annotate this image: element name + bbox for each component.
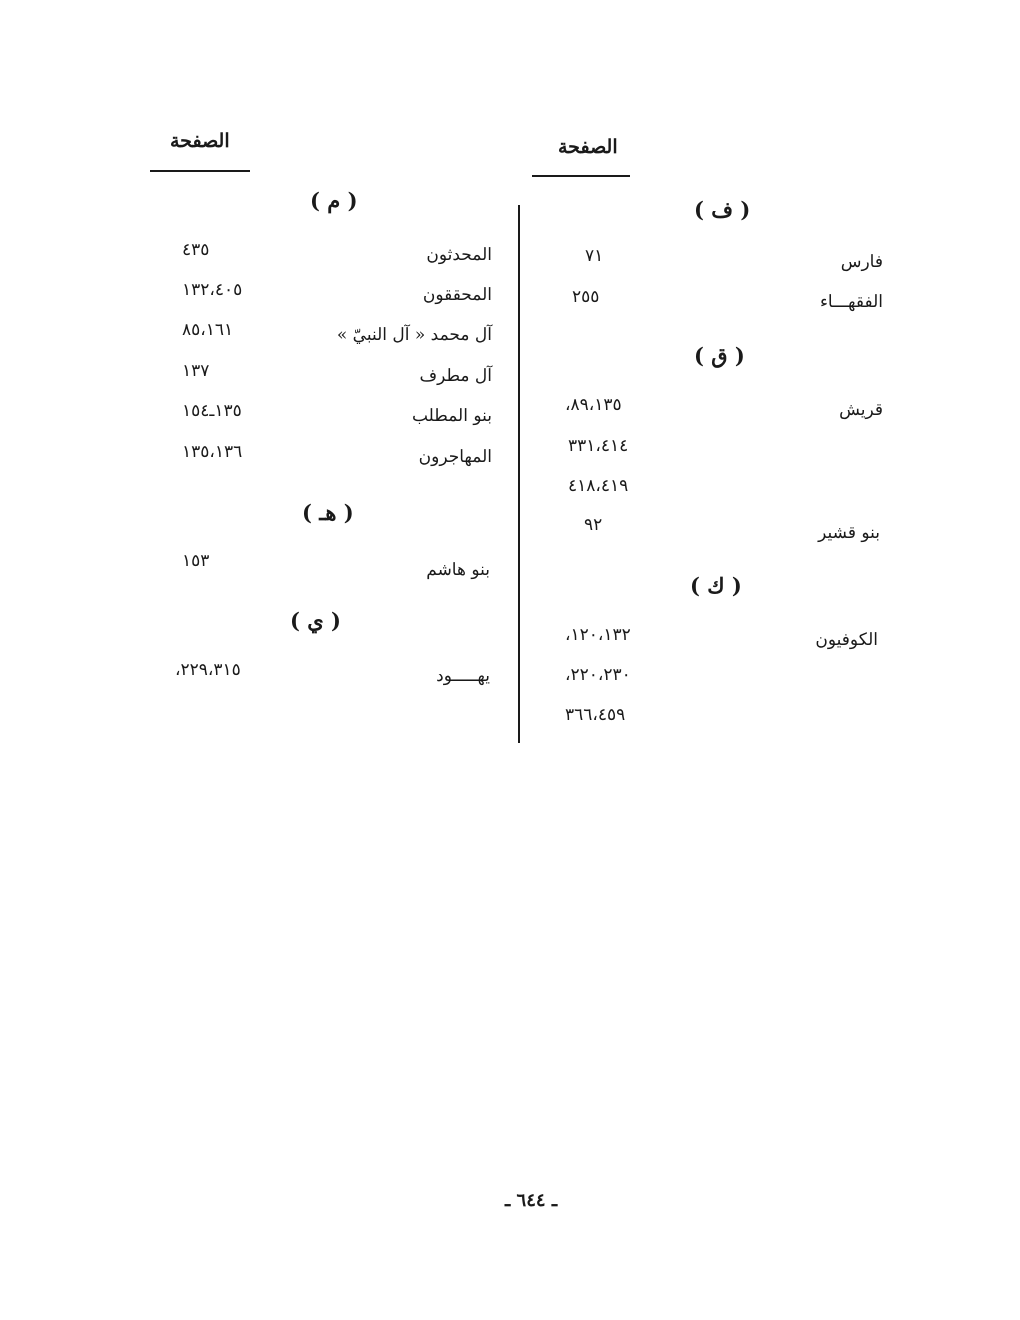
index-entry-name: المحققون [422, 285, 492, 305]
section-letter-fa: ( ف ) [694, 197, 751, 222]
index-entry-name: بنو قشير [818, 523, 880, 543]
section-letter-qaf: ( ق ) [694, 343, 745, 368]
page-number: ـ ٦٤٤ ـ [505, 1190, 558, 1211]
index-entry-pages: ٧١ [585, 246, 604, 266]
index-entry-pages: ٨٩،١٣٥، [565, 395, 622, 415]
index-entry-name: المحدثون [426, 245, 492, 265]
right-column-header: الصفحة [558, 136, 618, 158]
left-column-header: الصفحة [170, 130, 230, 152]
index-entry-pages-cont: ٣٦٦،٤٥٩ [565, 705, 626, 725]
index-entry-pages: ١٥٣ [182, 551, 210, 571]
index-entry-name: الكوفيون [815, 630, 878, 650]
column-divider [518, 205, 520, 743]
index-entry-name: المهاجرون [418, 447, 492, 467]
index-entry-pages: ١٣٥،١٣٦ [182, 442, 243, 462]
index-entry-name: الفقهـــاء [819, 292, 883, 312]
index-entry-pages: ٤٣٥ [182, 240, 210, 260]
index-entry-pages: ١٣٢،٤٠٥ [182, 280, 243, 300]
index-entry-name: آل محمد « آل النبيّ » [336, 325, 492, 345]
index-entry-pages: ١٣٧ [182, 361, 210, 381]
index-entry-pages: ٩٢ [584, 515, 603, 535]
index-entry-name: بنو المطلب [411, 406, 492, 426]
index-entry-name: آل مطرف [419, 366, 492, 386]
right-header-underline [532, 175, 630, 177]
index-entry-pages: ١٢٠،١٣٢، [565, 625, 631, 645]
section-letter-kaf: ( ك ) [690, 573, 742, 598]
left-header-underline [150, 170, 250, 172]
section-letter-ya: ( ي ) [290, 608, 341, 633]
index-entry-pages: ٨٥،١٦١ [182, 320, 234, 340]
index-entry-pages-cont: ٢٢٠،٢٣٠، [565, 665, 631, 685]
index-entry-name: يهـــــود [436, 666, 490, 686]
index-entry-pages: ١٣٥ـ١٥٤ [182, 401, 242, 421]
section-letter-ha: ( هـ ) [302, 500, 354, 525]
index-entry-name: قريش [839, 400, 883, 420]
index-entry-pages: ٢٥٥ [572, 287, 600, 307]
index-entry-name: بنو هاشم [426, 560, 490, 580]
section-letter-mim: ( م ) [310, 188, 358, 213]
index-entry-pages: ٢٢٩،٣١٥، [175, 660, 241, 680]
index-entry-pages-cont: ٤١٨،٤١٩ [568, 476, 629, 496]
index-entry-name: فارس [840, 252, 883, 272]
index-entry-pages-cont: ٣٣١،٤١٤ [568, 436, 629, 456]
